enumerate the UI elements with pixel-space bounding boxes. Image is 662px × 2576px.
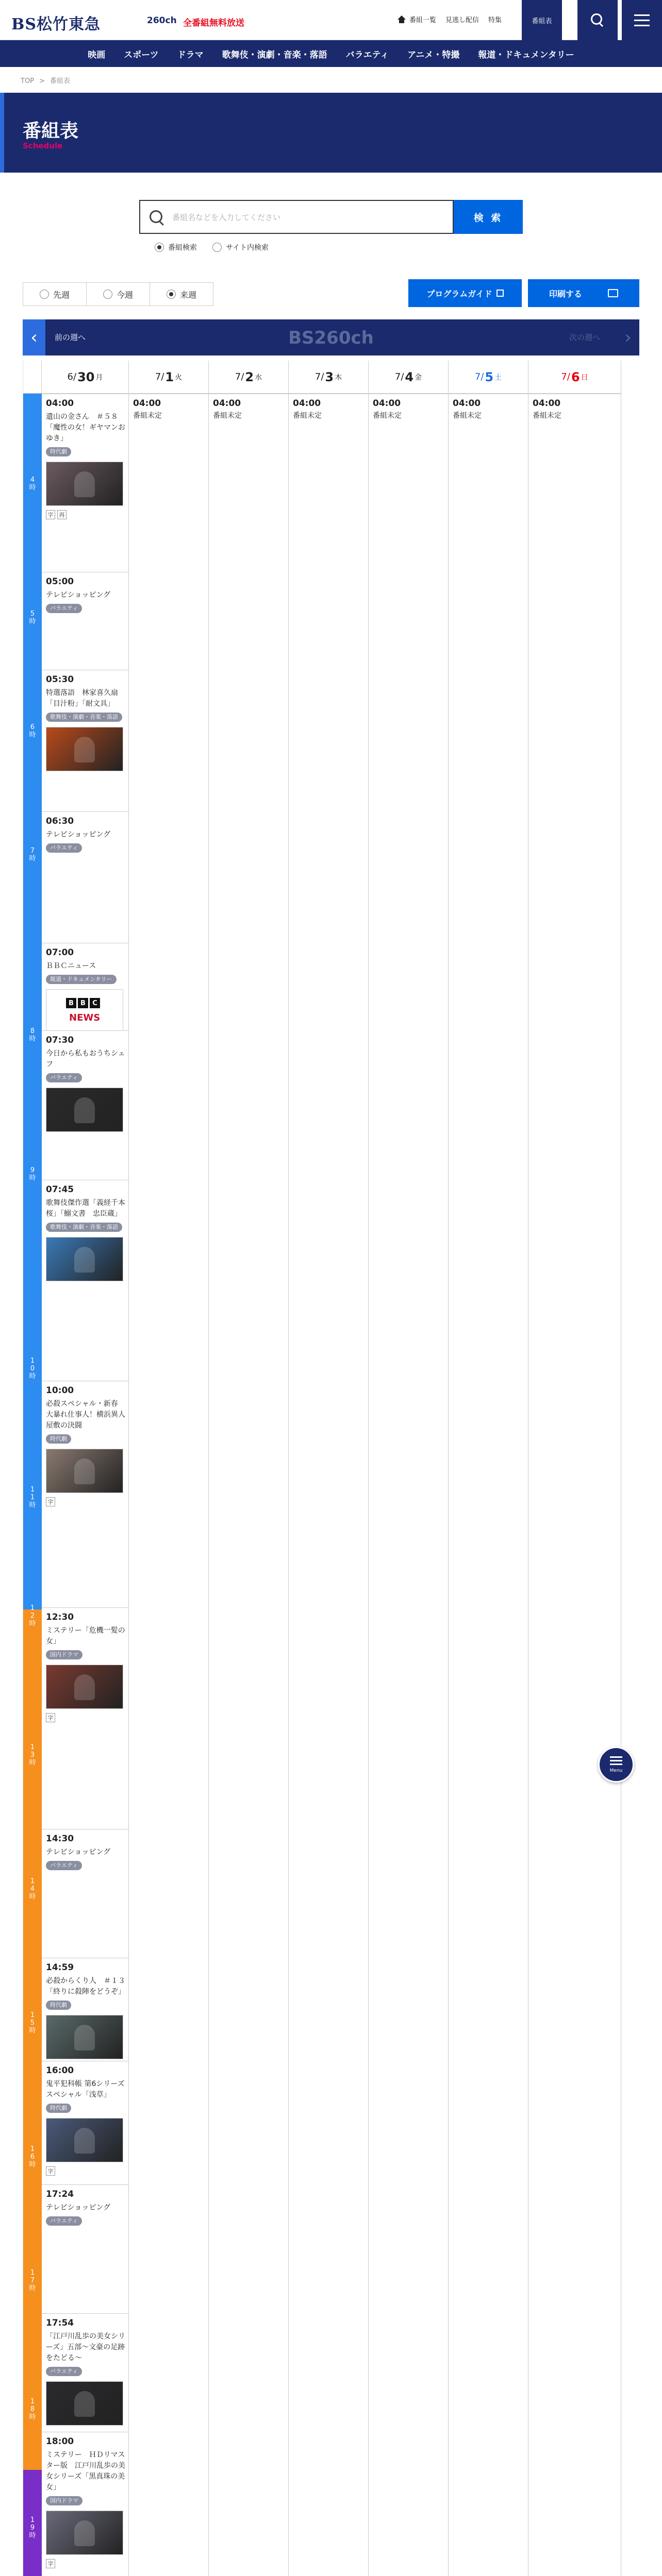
genre-tag: バラエティ bbox=[46, 604, 82, 613]
genre-tag: 時代劇 bbox=[46, 2001, 71, 2010]
program-title: ミステリー ＨＤリマスター版 江戸川乱歩の美女シリーズ「黒真珠の美女」 bbox=[46, 2451, 125, 2492]
time-header bbox=[23, 361, 42, 394]
next-week-label: 次の週へ bbox=[569, 333, 601, 342]
program-title: 必殺スペシャル・新春 大暴れ仕事人！横浜異人屋敷の決闘 bbox=[46, 1400, 125, 1430]
genre-movie[interactable]: 映画 bbox=[88, 49, 106, 60]
program-badge: 字 bbox=[46, 510, 55, 519]
prev-week-label[interactable]: 前の週へ bbox=[55, 333, 86, 342]
time-segment bbox=[23, 1609, 42, 2470]
program-time: 04:00 bbox=[213, 398, 241, 409]
program-time: 17:24 bbox=[46, 2189, 74, 2199]
nav-program-list[interactable] bbox=[397, 14, 436, 24]
genre-tag: 歌舞伎・演劇・音楽・落語 bbox=[46, 1223, 122, 1232]
program-cell[interactable] bbox=[42, 2313, 129, 2432]
program-table-button[interactable]: 番組表 bbox=[522, 0, 562, 40]
program-thumbnail[interactable] bbox=[46, 1449, 123, 1493]
channel-number: 260ch bbox=[147, 15, 177, 26]
external-link-icon bbox=[496, 290, 504, 297]
genre-tag: バラエティ bbox=[46, 2367, 82, 2376]
program-time: 04:00 bbox=[46, 398, 74, 409]
hour-label: 1 0 時 bbox=[29, 1357, 36, 1380]
program-thumbnail[interactable] bbox=[46, 1088, 123, 1132]
printer-icon bbox=[608, 289, 618, 297]
week-next[interactable]: 来週 bbox=[150, 283, 213, 306]
genre-tag: 時代劇 bbox=[46, 447, 71, 456]
week-last[interactable]: 先週 bbox=[23, 283, 87, 306]
search-button[interactable]: 検 索 bbox=[454, 200, 523, 234]
hour-label: 9 時 bbox=[29, 1166, 36, 1182]
program-badge: 再 bbox=[57, 510, 67, 519]
program-title: 必殺からくり人 ＃１３「終りに殺陣をどうぞ」 bbox=[46, 1977, 125, 1996]
genre-sports[interactable]: スポーツ bbox=[124, 49, 159, 60]
program-badges bbox=[46, 2166, 126, 2176]
program-badge: 字 bbox=[46, 1713, 55, 1722]
hour-label: 1 4 時 bbox=[29, 1877, 36, 1901]
hour-label: 6 時 bbox=[29, 723, 36, 739]
radio-checked bbox=[155, 243, 164, 252]
program-title: 特選落語 林家喜久扇「目汁粉」「耐文具」 bbox=[46, 689, 118, 708]
genre-kabuki[interactable]: 歌舞伎・演劇・音楽・落語 bbox=[222, 49, 327, 60]
week-this[interactable]: 今週 bbox=[87, 283, 150, 306]
program-cell[interactable] bbox=[42, 1381, 129, 1607]
prev-week-arrow[interactable]: ‹ bbox=[23, 319, 45, 355]
day-column bbox=[528, 394, 621, 2576]
genre-tag: バラエティ bbox=[46, 1861, 82, 1870]
page-title: 番組表 bbox=[23, 121, 79, 142]
program-time: 07:30 bbox=[46, 1035, 74, 1045]
program-time: 04:00 bbox=[293, 398, 321, 409]
program-cell[interactable] bbox=[42, 1958, 129, 2061]
program-title: ミステリー「危機一髪の女」 bbox=[46, 1626, 125, 1646]
genre-tag: 歌舞伎・演劇・音楽・落語 bbox=[46, 713, 122, 722]
program-badge: 字 bbox=[46, 2559, 55, 2568]
program-time: 17:54 bbox=[46, 2318, 74, 2328]
program-cell[interactable] bbox=[42, 2184, 129, 2313]
program-time: 04:00 bbox=[373, 398, 401, 409]
program-cell[interactable] bbox=[42, 1829, 129, 1958]
search-scope bbox=[155, 242, 269, 252]
channel-bar bbox=[23, 319, 639, 355]
day-header: 6 / 30 月 bbox=[42, 361, 129, 394]
day-column bbox=[449, 394, 528, 2576]
channel-name: BS260ch bbox=[288, 328, 374, 348]
hour-label: 1 9 時 bbox=[29, 2516, 36, 2539]
scope-site[interactable]: サイト内検索 bbox=[212, 242, 269, 252]
genre-tag: バラエティ bbox=[46, 2216, 82, 2226]
program-cell[interactable] bbox=[209, 394, 289, 430]
program-cell[interactable] bbox=[42, 394, 129, 572]
day-column bbox=[129, 394, 209, 2576]
program-title: 番組未定 bbox=[533, 412, 561, 420]
program-title: 番組未定 bbox=[293, 412, 322, 420]
program-time: 07:00 bbox=[46, 947, 74, 958]
free-broadcast-label: 全番組無料放送 bbox=[183, 18, 244, 28]
search-icon bbox=[150, 210, 165, 226]
floating-menu-button[interactable]: Menu bbox=[598, 1747, 634, 1783]
page-subtitle: Schedule bbox=[23, 141, 63, 150]
program-cell[interactable] bbox=[42, 670, 129, 811]
program-title: テレビショッピング bbox=[46, 831, 111, 839]
program-time: 04:00 bbox=[133, 398, 161, 409]
nav-feature[interactable]: 特集 bbox=[488, 16, 502, 24]
genre-tag: 国内ドラマ bbox=[46, 2496, 82, 2505]
program-cell[interactable] bbox=[42, 811, 129, 943]
program-guide-button[interactable]: プログラムガイド bbox=[408, 279, 522, 307]
program-badges bbox=[46, 2559, 126, 2568]
search-input[interactable] bbox=[172, 210, 445, 225]
program-thumbnail[interactable] bbox=[46, 2511, 123, 2555]
program-time: 05:00 bbox=[46, 577, 74, 587]
program-cell[interactable] bbox=[42, 1607, 129, 1829]
program-badges bbox=[46, 1713, 126, 1722]
hour-label: 1 5 時 bbox=[29, 2011, 36, 2035]
next-week-arrow: › bbox=[624, 327, 632, 348]
genre-drama[interactable]: ドラマ bbox=[177, 49, 204, 60]
program-time: 04:00 bbox=[453, 398, 481, 409]
program-time: 05:30 bbox=[46, 674, 74, 685]
hour-label: 7 時 bbox=[29, 847, 36, 862]
program-cell[interactable] bbox=[42, 1030, 129, 1180]
radio-unchecked bbox=[212, 243, 222, 252]
hour-label: 1 2 時 bbox=[29, 1604, 36, 1628]
breadcrumb-top[interactable]: TOP bbox=[21, 77, 35, 85]
program-thumbnail[interactable] bbox=[46, 1237, 123, 1281]
nav-label: 番組一覧 bbox=[409, 16, 437, 24]
genre-tag: 国内ドラマ bbox=[46, 1650, 82, 1659]
program-title: 鬼平犯科帳 第6シリーズスペシャル「浅草」 bbox=[46, 2080, 125, 2099]
program-time: 14:30 bbox=[46, 1834, 74, 1844]
search-box bbox=[139, 200, 454, 234]
hour-label: 1 8 時 bbox=[29, 2398, 36, 2421]
nav-catchup[interactable]: 見逃し配信 bbox=[445, 16, 479, 24]
print-button[interactable]: 印刷する bbox=[528, 279, 639, 307]
program-cell[interactable] bbox=[42, 943, 129, 1030]
genre-tag: 報道・ドキュメンタリー bbox=[46, 975, 117, 984]
program-cell[interactable] bbox=[528, 394, 621, 430]
schedule-grid bbox=[23, 361, 639, 2576]
bbc-news-logo[interactable]: B B C NEWS bbox=[46, 989, 123, 1030]
day-header: 7 / 1 火 bbox=[129, 361, 209, 394]
day-header: 7 / 5 土 bbox=[449, 361, 528, 394]
day-header: 7 / 3 木 bbox=[289, 361, 369, 394]
program-thumbnail[interactable] bbox=[46, 2118, 123, 2162]
week-selector bbox=[23, 282, 213, 306]
genre-anime[interactable]: アニメ・特撮 bbox=[407, 49, 460, 60]
program-thumbnail[interactable] bbox=[46, 1665, 123, 1709]
program-time: 18:00 bbox=[46, 2436, 74, 2447]
program-time: 16:00 bbox=[46, 2065, 74, 2076]
day-header: 7 / 6 日 bbox=[528, 361, 621, 394]
program-title: 番組未定 bbox=[213, 412, 242, 420]
breadcrumb: TOP > 番組表 bbox=[21, 77, 70, 85]
program-title: 番組未定 bbox=[453, 412, 482, 420]
hamburger-menu-button[interactable] bbox=[622, 0, 662, 40]
program-title: ＢＢＣニュース bbox=[46, 962, 96, 970]
program-time: 07:45 bbox=[46, 1184, 74, 1195]
hour-label: 8 時 bbox=[29, 1027, 36, 1043]
day-column bbox=[289, 394, 369, 2576]
program-time: 14:59 bbox=[46, 1962, 74, 1973]
day-header: 7 / 2 水 bbox=[209, 361, 289, 394]
program-thumbnail[interactable] bbox=[46, 2381, 123, 2426]
genre-variety[interactable]: バラエティ bbox=[345, 49, 389, 60]
header-nav bbox=[397, 14, 502, 24]
program-title: 遺山の金さん ＃５８「魔性の女！ギヤマンおゆき」 bbox=[46, 413, 125, 443]
program-title: 「江戸川乱歩の美女シリーズ」五部～文豪の足跡をたどる～ bbox=[46, 2332, 125, 2362]
genre-tag: バラエティ bbox=[46, 843, 82, 853]
program-time: 04:00 bbox=[533, 398, 561, 409]
program-title: テレビショッピング bbox=[46, 2204, 111, 2212]
program-badges bbox=[46, 510, 126, 519]
hour-label: 1 3 時 bbox=[29, 1743, 36, 1767]
page-hero bbox=[0, 93, 662, 173]
program-badge: 字 bbox=[46, 1497, 55, 1506]
hour-label: 1 7 時 bbox=[29, 2269, 36, 2292]
program-title: 歌舞伎傑作選「義経千本桜」「鰯文書 忠臣蔵」 bbox=[46, 1199, 125, 1218]
program-title: テレビショッピング bbox=[46, 1848, 111, 1856]
home-icon bbox=[397, 15, 406, 24]
program-time: 06:30 bbox=[46, 816, 74, 826]
program-title: 番組未定 bbox=[373, 412, 402, 420]
program-title: テレビショッピング bbox=[46, 591, 111, 599]
program-cell[interactable] bbox=[129, 394, 209, 430]
breadcrumb-current: 番組表 bbox=[49, 77, 70, 85]
program-badge: 字 bbox=[46, 2166, 55, 2176]
search-icon bbox=[591, 13, 604, 27]
header-search-button[interactable] bbox=[577, 0, 618, 40]
hour-label: 1 1 時 bbox=[29, 1486, 36, 1509]
program-cell[interactable] bbox=[42, 572, 129, 670]
program-time: 12:30 bbox=[46, 1612, 74, 1622]
genre-tag: 時代劇 bbox=[46, 2104, 71, 2113]
program-cell[interactable] bbox=[369, 394, 449, 430]
genre-nav bbox=[0, 40, 662, 67]
program-thumbnail[interactable] bbox=[46, 727, 123, 771]
site-logo[interactable]: BS松竹東急 bbox=[11, 15, 101, 33]
genre-tag: バラエティ bbox=[46, 1073, 82, 1082]
day-column bbox=[369, 394, 449, 2576]
program-time: 10:00 bbox=[46, 1385, 74, 1396]
program-cell[interactable] bbox=[42, 2061, 129, 2184]
program-title: 番組未定 bbox=[133, 412, 162, 420]
program-cell[interactable] bbox=[42, 2432, 129, 2576]
program-cell[interactable] bbox=[449, 394, 528, 430]
program-thumbnail[interactable] bbox=[46, 2015, 123, 2059]
day-column bbox=[209, 394, 289, 2576]
program-thumbnail[interactable] bbox=[46, 462, 123, 506]
program-title: 今日から私もおうちシェフ bbox=[46, 1049, 125, 1069]
program-cell[interactable] bbox=[42, 1180, 129, 1381]
program-cell[interactable] bbox=[289, 394, 369, 430]
day-header: 7 / 4 金 bbox=[369, 361, 449, 394]
time-segment bbox=[23, 394, 42, 1609]
hour-label: 1 6 時 bbox=[29, 2145, 36, 2168]
genre-tag: 時代劇 bbox=[46, 1434, 71, 1444]
hour-label: 5 時 bbox=[29, 610, 36, 625]
time-axis bbox=[23, 394, 42, 2576]
scope-program[interactable]: 番組検索 bbox=[155, 242, 197, 252]
hour-label: 4 時 bbox=[29, 476, 36, 492]
genre-news[interactable]: 報道・ドキュメンタリー bbox=[478, 49, 574, 60]
program-badges bbox=[46, 1497, 126, 1506]
site-header bbox=[0, 0, 662, 40]
